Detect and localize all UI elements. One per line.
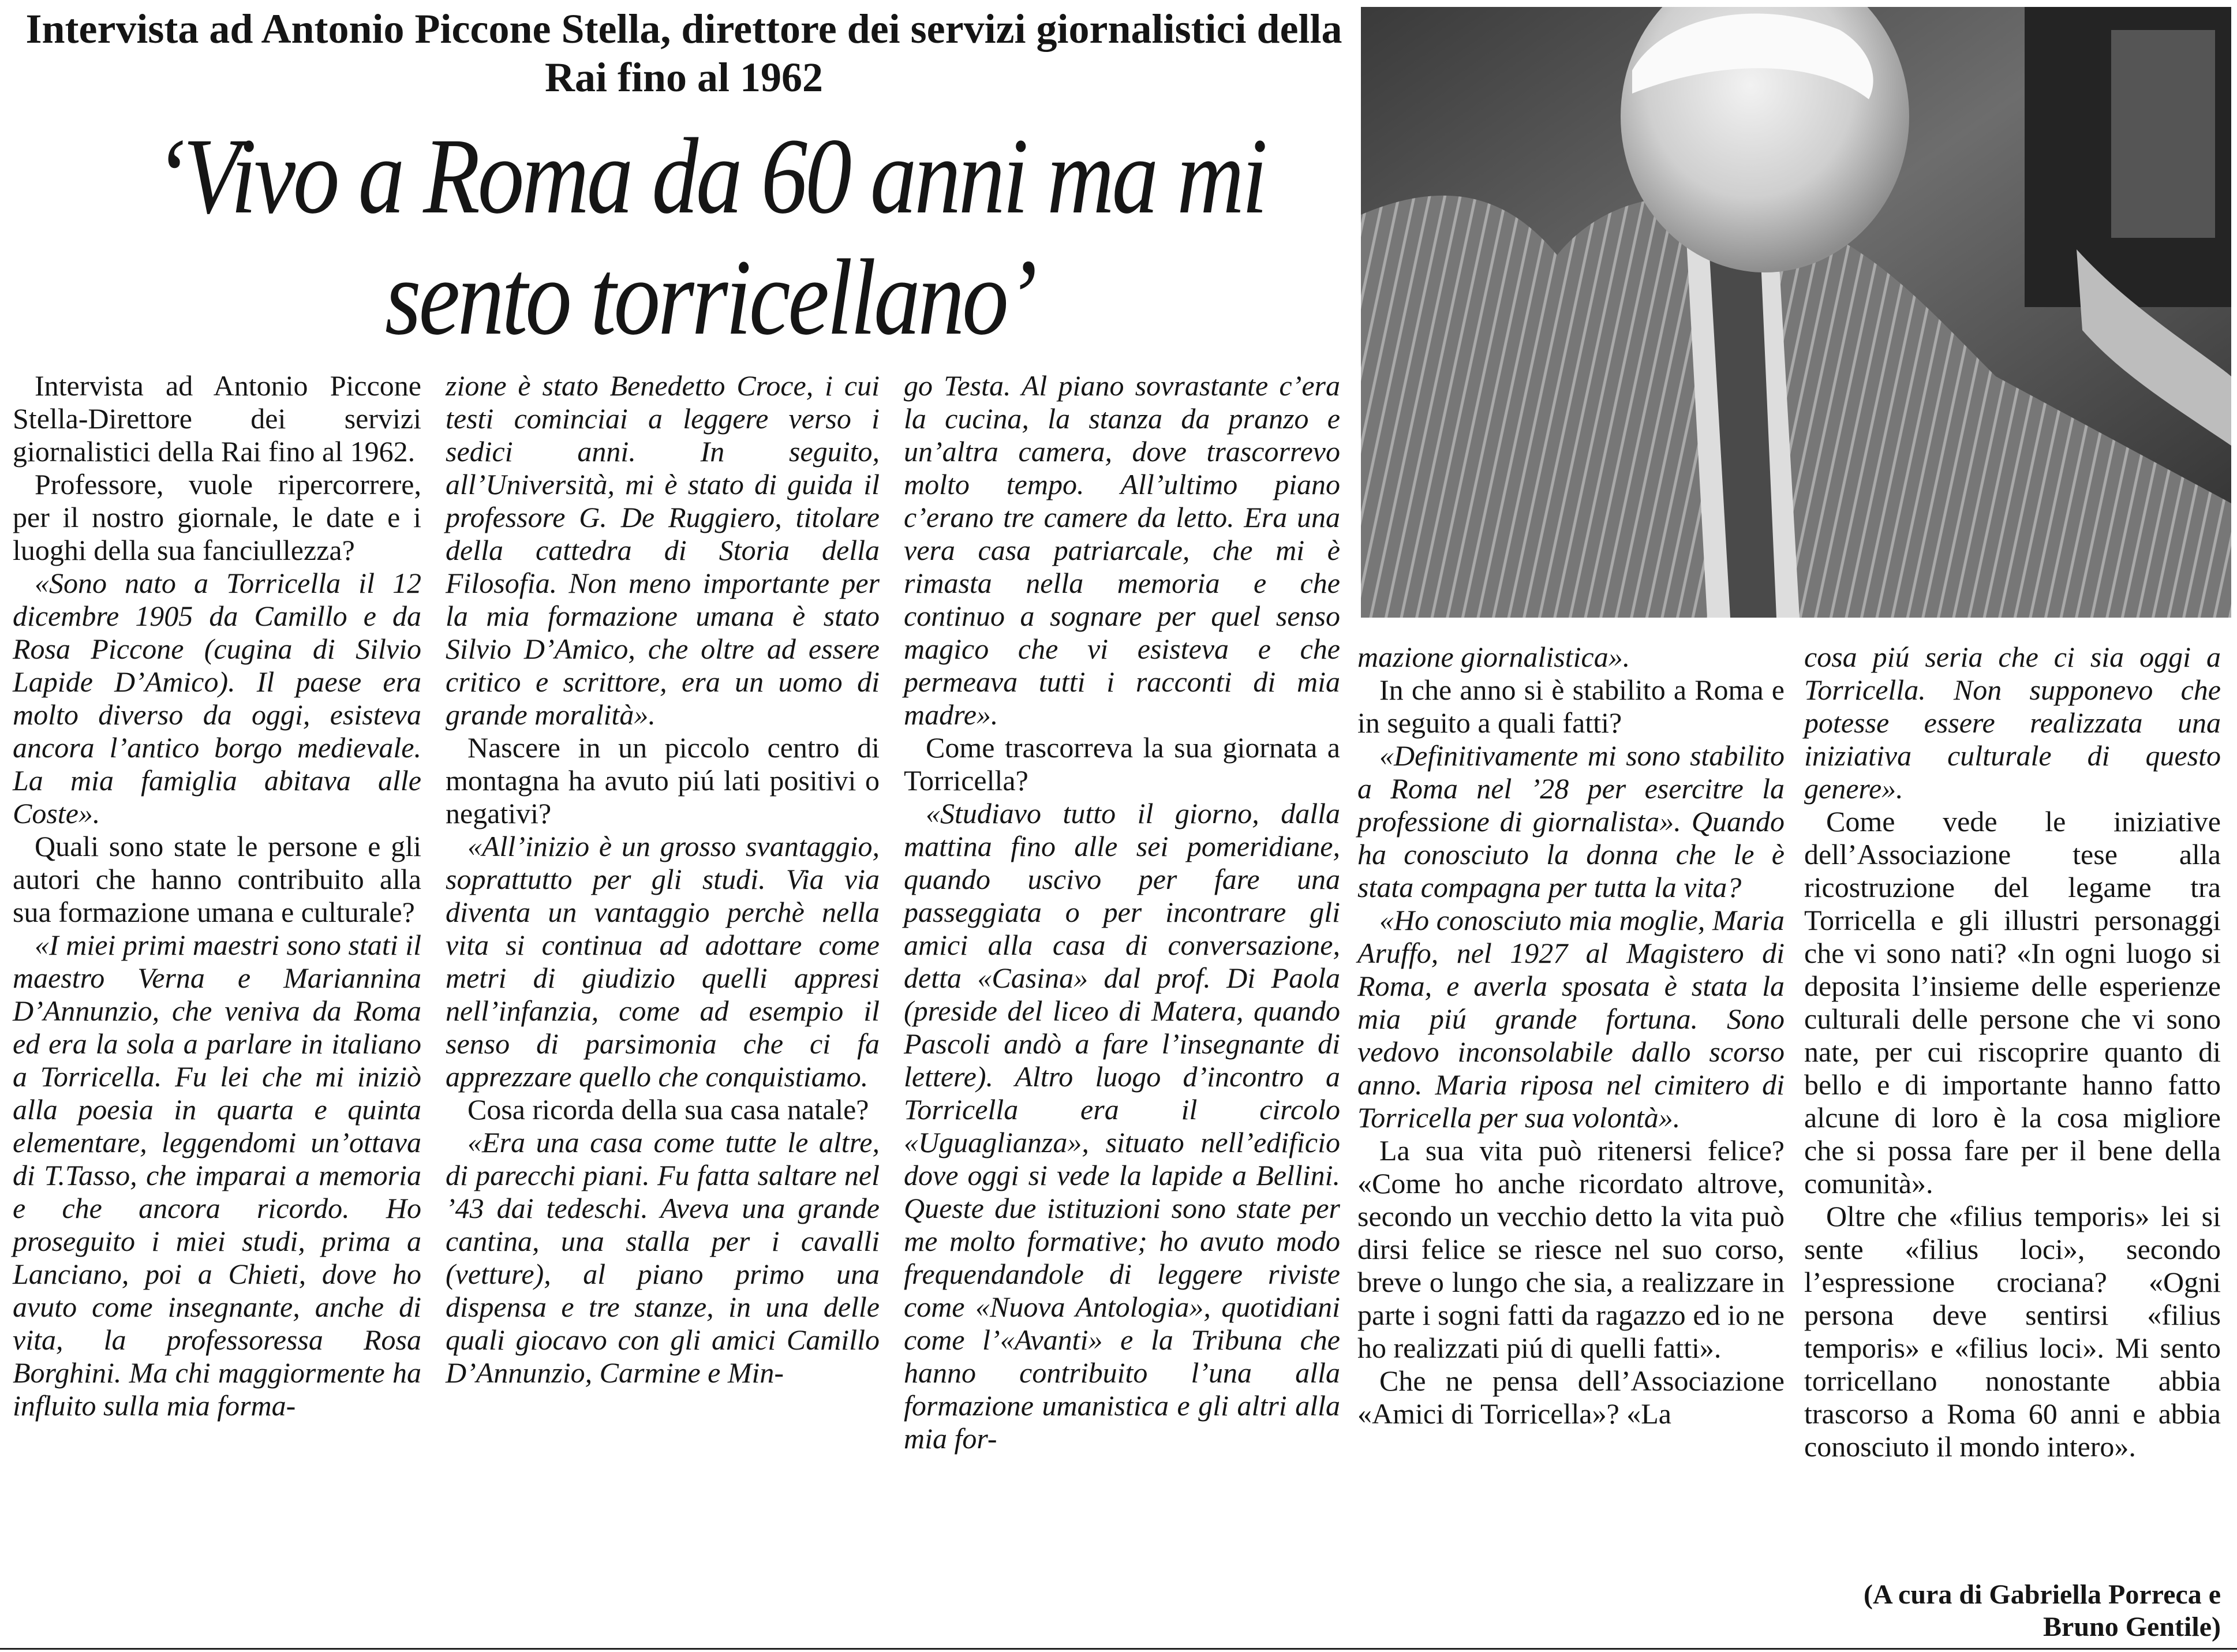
paragraph: Come vede le iniziative dell’Associazione tese alla ricostruzione del legame tra Torricella e gli illustri personaggi che vi sono nati? «In ogni luogo si deposita l’insieme delle esperienze culturali delle persone che vi sono nate, per cui riscoprire quanto di bello e di importante hanno fatto alcune di loro è la cosa migliore che si possa fare per il bene della comunità». bbox=[1804, 805, 2221, 1199]
column-4 bbox=[1357, 641, 1785, 1430]
portrait-photo-image bbox=[1361, 7, 2231, 618]
paragraph: Come trascorreva la sua giornata a Torricella? bbox=[904, 731, 1340, 797]
paragraph: Intervista ad Antonio Piccone Stella-Direttore dei servizi giornalistici della Rai fino al 1962. bbox=[13, 369, 421, 468]
paragraph: «All’inizio è un grosso svantaggio, soprattutto per gli studi. Via via diventa un vantaggio perchè nella vita si continua ad adottare come metri di giudizio quelli appresi nell’infanzia, come ad esempio il senso di parsimonia che ci fa apprezzare quello che conquistiamo. bbox=[446, 830, 880, 1093]
paragraph: In che anno si è stabilito a Roma e in seguito a quali fatti? bbox=[1357, 674, 1785, 739]
paragraph: go Testa. Al piano sovrastante c’era la cucina, la stanza da pranzo e un’altra camera, dove trascorrevo molto tempo. All’ultimo piano c’erano tre camere da letto. Era una vera casa patriarcale, che mi è rimasta nella memoria e che continuo a sognare per quel senso magico che vi esisteva e che permeava tutti i racconti di mia madre». bbox=[904, 369, 1340, 731]
kicker: Intervista ad Antonio Piccone Stella, direttore dei servizi giornalistici della Rai fino al 1962 bbox=[25, 6, 1342, 100]
paragraph: zione è stato Benedetto Croce, i cui testi cominciai a leggere verso i sedici anni. In seguito, all’Università, mi è stato di guida il professore G. De Ruggiero, titolare della cattedra di Storia della Filosofia. Non meno importante per la mia formazione umana è stato Silvio D’Amico, che oltre ad essere critico e scrittore, era un uomo di grande moralità». bbox=[446, 369, 880, 731]
paragraph: «Era una casa come tutte le altre, di parecchi piani. Fu fatta saltare nel ’43 dai tedeschi. Aveva una grande cantina, una stalla per i cavalli (vetture), al piano primo una dispensa e tre stanze, in una delle quali giocavo con gli amici Camillo D’Annunzio, Carmine e Min- bbox=[446, 1126, 880, 1389]
paragraph: Oltre che «filius temporis» lei si sente «filius loci», secondo l’espressione crociana? «Ogni persona deve sentirsi «filius temporis» e «filius loci». Mi sento torricellano nonostante abbia trascorso a Roma 60 anni e abbia conosciuto il mondo intero». bbox=[1804, 1200, 2221, 1463]
paragraph: Professore, vuole ripercorrere, per il nostro giornale, le date e i luoghi della sua fanciullezza? bbox=[13, 468, 421, 566]
paragraph: Cosa ricorda della sua casa natale? bbox=[467, 1093, 869, 1126]
paragraph: cosa piú seria che ci sia oggi a Torricella. Non supponevo che potesse essere realizzata una iniziativa culturale di questo genere». bbox=[1804, 641, 2221, 805]
author-credit: (A cura di Gabriella Porreca e Bruno Gentile) bbox=[1864, 1579, 2221, 1642]
paragraph: mazione giornalistica». bbox=[1357, 641, 1630, 673]
portrait-photo bbox=[1361, 7, 2231, 618]
column-3 bbox=[904, 369, 1340, 1455]
paragraph: La sua vita può ritenersi felice? «Come ho anche ricordato altrove, secondo un vecchio detto la vita può dirsi felice se riesce nel suo corso, breve o lungo che sia, a realizzare in parte i sogni fatti da ragazzo ed io ne ho realizzati piú di quelli fatti». bbox=[1357, 1134, 1785, 1364]
paragraph: «Definitivamente mi sono stabilito a Roma nel ’28 per esercitre la professione di giornalista». Quando ha conosciuto la donna che le è stata compagna per tutta la vita? bbox=[1357, 739, 1785, 903]
paragraph: Che ne pensa dell’Associazione «Amici di Torricella»? «La bbox=[1357, 1365, 1785, 1430]
column-1 bbox=[13, 369, 421, 1422]
paragraph: «I miei primi maestri sono stati il maestro Verna e Mariannina D’Annunzio, che veniva da Roma ed era la sola a parlare in italiano a Torricella. Fu lei che mi iniziò alla poesia in quarta e quinta elementare, leggendomi un’ottava di T.Tasso, che imparai a memoria e che ancora ricordo. Ho proseguito i miei studi, prima a Lanciano, poi a Chieti, dove ho avuto come insegnante, anche di vita, la professoressa Rosa Borghini. Ma chi maggiormente ha influito sulla mia forma- bbox=[13, 929, 421, 1422]
bottom-rule bbox=[0, 1648, 2237, 1650]
paragraph: «Ho conosciuto mia moglie, Maria Aruffo, nel 1927 al Magistero di Roma, e averla sposata è stata la mia piú grande fortuna. Sono vedovo inconsolabile dallo scorso anno. Maria riposa nel cimitero di Torricella per sua volontà». bbox=[1357, 904, 1785, 1134]
paragraph: «Sono nato a Torricella il 12 dicembre 1905 da Camillo e da Rosa Piccone (cugina di Silvio Lapide D’Amico). Il paese era molto diverso da oggi, esisteva ancora l’antico borgo medievale. La mia famiglia abitava alle Coste». bbox=[13, 567, 421, 829]
headline: ‘Vivo a Roma da 60 anni ma mi sento torricellano’ bbox=[154, 115, 1266, 357]
column-5 bbox=[1804, 641, 2221, 1463]
paragraph: Nascere in un piccolo centro di montagna ha avuto piú lati positivi o negativi? bbox=[446, 731, 880, 829]
paragraph: «Studiavo tutto il giorno, dalla mattina fino alle sei pomeridiane, quando uscivo per fare una passeggiata o per incontrare gli amici alla casa di conversazione, detta «Casina» dal prof. Di Paola (preside del liceo di Matera, quando Pascoli andò a fare l’insegnante di lettere). Altro luogo d’incontro a Torricella era il circolo «Uguaglianza», situato nell’edificio dove oggi si vede la lapide a Bellini. Queste due istituzioni sono state per me molto formative; ho avuto modo frequendandole di leggere riviste come «Nuova Antologia», quotidiani come l’«Avanti» e la Tribuna che hanno contribuito l’una alla formazione umanistica e gli altri alla mia for- bbox=[904, 797, 1340, 1455]
paragraph: Quali sono state le persone e gli autori che hanno contribuito alla sua formazione umana e culturale? bbox=[13, 830, 421, 928]
column-2 bbox=[446, 369, 880, 1389]
